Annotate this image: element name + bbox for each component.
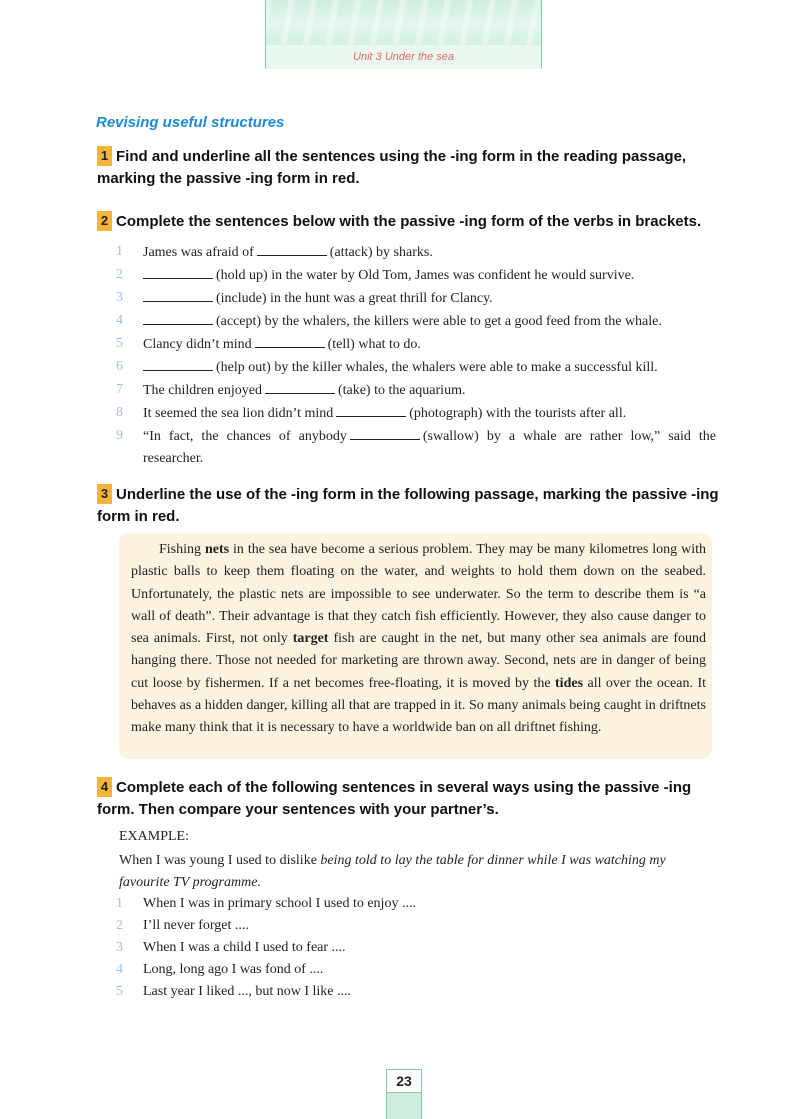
page-number-tab: [386, 1069, 422, 1119]
item-text: When I was a child I used to fear ....: [143, 940, 346, 955]
item-text: (accept) by the whalers, the killers were able to get a good feed from the whale.: [216, 314, 662, 329]
task-4: [97, 777, 722, 821]
item-number: 3: [116, 940, 123, 955]
item-number: 2: [116, 267, 123, 282]
list-item: [116, 981, 716, 1003]
list-item: [116, 310, 716, 333]
list-item: [116, 379, 716, 402]
answer-blank[interactable]: [265, 379, 335, 394]
item-number: 1: [116, 244, 123, 259]
item-number: 9: [116, 428, 123, 443]
item-number: 7: [116, 382, 123, 397]
item-number: 6: [116, 359, 123, 374]
task-instruction: Underline the use of the -ing form in the following passage, marking the passive -ing form in red.: [97, 486, 719, 525]
list-item: [116, 402, 716, 425]
answer-blank[interactable]: [336, 402, 406, 417]
item-text: It seemed the sea lion didn’t mind: [143, 406, 334, 421]
answer-blank[interactable]: [257, 241, 327, 256]
answer-blank[interactable]: [350, 425, 420, 440]
item-text: (attack) by sharks.: [329, 245, 433, 260]
section-title: Revising useful structures: [96, 114, 285, 131]
item-text: (help out) by the killer whales, the whalers were able to make a successful kill.: [216, 360, 658, 375]
task-2: [97, 211, 717, 233]
item-text: Long, long ago I was fond of ....: [143, 962, 324, 977]
item-text: (take) to the aquarium.: [337, 383, 466, 398]
list-item: [116, 915, 716, 937]
passage-bold-word: tides: [555, 675, 584, 691]
task-number-badge: 3: [97, 484, 112, 504]
list-item: [116, 425, 716, 470]
list-item: [116, 241, 716, 264]
item-number: 2: [116, 918, 123, 933]
item-text: Clancy didn’t mind: [143, 337, 252, 352]
item-number: 5: [116, 984, 123, 999]
item-text: James was afraid of: [143, 245, 254, 260]
passage-bold-word: target: [292, 631, 329, 647]
task-4-list: [116, 893, 716, 1003]
task-number-badge: 4: [97, 777, 112, 797]
item-text: (photograph) with the tourists after all.: [409, 406, 627, 421]
unit-label: Unit 3 Under the sea: [266, 45, 541, 69]
example-label: EXAMPLE:: [119, 829, 189, 844]
list-item: [116, 893, 716, 915]
passage-bold-word: nets: [204, 542, 230, 557]
item-text: (hold up) in the water by Old Tom, James was confident he would survive.: [216, 268, 635, 283]
example-plain-text: When I was young I used to dislike: [119, 853, 321, 868]
item-text: (include) in the hunt was a great thrill for Clancy.: [216, 291, 493, 306]
answer-blank[interactable]: [255, 333, 325, 348]
item-text: (swallow) by a whale are rather low,” said the researcher.: [143, 429, 716, 466]
task-number-badge: 1: [97, 146, 112, 166]
passage-text: Fishing: [159, 542, 205, 557]
banner-decoration: [266, 0, 541, 45]
passage-text: fish are caught in the net, but many other sea animals are found hanging there. Those not needed for marketing are thrown away. Second, nets are in danger of being cut loose by fishermen. If a net becomes free-floating, it is moved by the: [131, 631, 706, 691]
list-item: [116, 333, 716, 356]
task-1: [97, 146, 717, 190]
list-item: [116, 959, 716, 981]
example-italic-text: being told to lay the table for dinner while I was watching my favourite TV programme.: [119, 853, 666, 890]
passage-text: in the sea have become a serious problem. They may be many kilometres long with plastic balls to keep them floating on the water, and weights to hold them down on the seabed. Unfortunately, the plastic nets are impossible to see underwater. So the term to describe them is “a wall of death”. Their advantage is that they catch fish efficiently. However, they also cause danger to sea animals. First, not only: [131, 542, 707, 647]
list-item: [116, 264, 716, 287]
answer-blank[interactable]: [143, 287, 213, 302]
item-number: 1: [116, 896, 123, 911]
item-text: When I was in primary school I used to enjoy ....: [143, 896, 416, 911]
task-instruction: Complete the sentences below with the passive -ing form of the verbs in brackets.: [116, 213, 702, 230]
task-3: [97, 484, 722, 528]
answer-blank[interactable]: [143, 356, 213, 371]
answer-blank[interactable]: [143, 264, 213, 279]
task-instruction: Complete each of the following sentences in several ways using the passive -ing form. Then compare your sentences with your partner’s.: [97, 779, 692, 818]
item-text: (tell) what to do.: [327, 337, 421, 352]
example-sentence: [119, 850, 716, 894]
list-item: [116, 287, 716, 310]
task-2-list: [116, 241, 716, 470]
item-number: 3: [116, 290, 123, 305]
item-text: The children enjoyed: [143, 383, 262, 398]
item-text: Last year I liked ..., but now I like ....: [143, 984, 352, 999]
item-number: 5: [116, 336, 123, 351]
passage-text: all over the ocean. It behaves as a hidden danger, killing all that are trapped in it. So many animals being caught in driftnets make many think that it is necessary to have a worldwide ban on all driftnet fishing.: [131, 675, 706, 736]
list-item: [116, 356, 716, 379]
task-instruction: Find and underline all the sentences using the -ing form in the reading passage, marking the passive -ing form in red.: [97, 148, 687, 187]
reading-passage: [119, 533, 712, 759]
item-text: I’ll never forget ....: [143, 918, 249, 933]
item-number: 4: [116, 313, 123, 328]
item-number: 8: [116, 405, 123, 420]
answer-blank[interactable]: [143, 310, 213, 325]
page-number: 23: [387, 1070, 421, 1093]
list-item: [116, 937, 716, 959]
passage-paragraph: [131, 539, 706, 740]
item-number: 4: [116, 962, 123, 977]
unit-header-banner: [265, 0, 542, 69]
item-text: “In fact, the chances of anybody: [143, 429, 347, 444]
task-number-badge: 2: [97, 211, 112, 231]
